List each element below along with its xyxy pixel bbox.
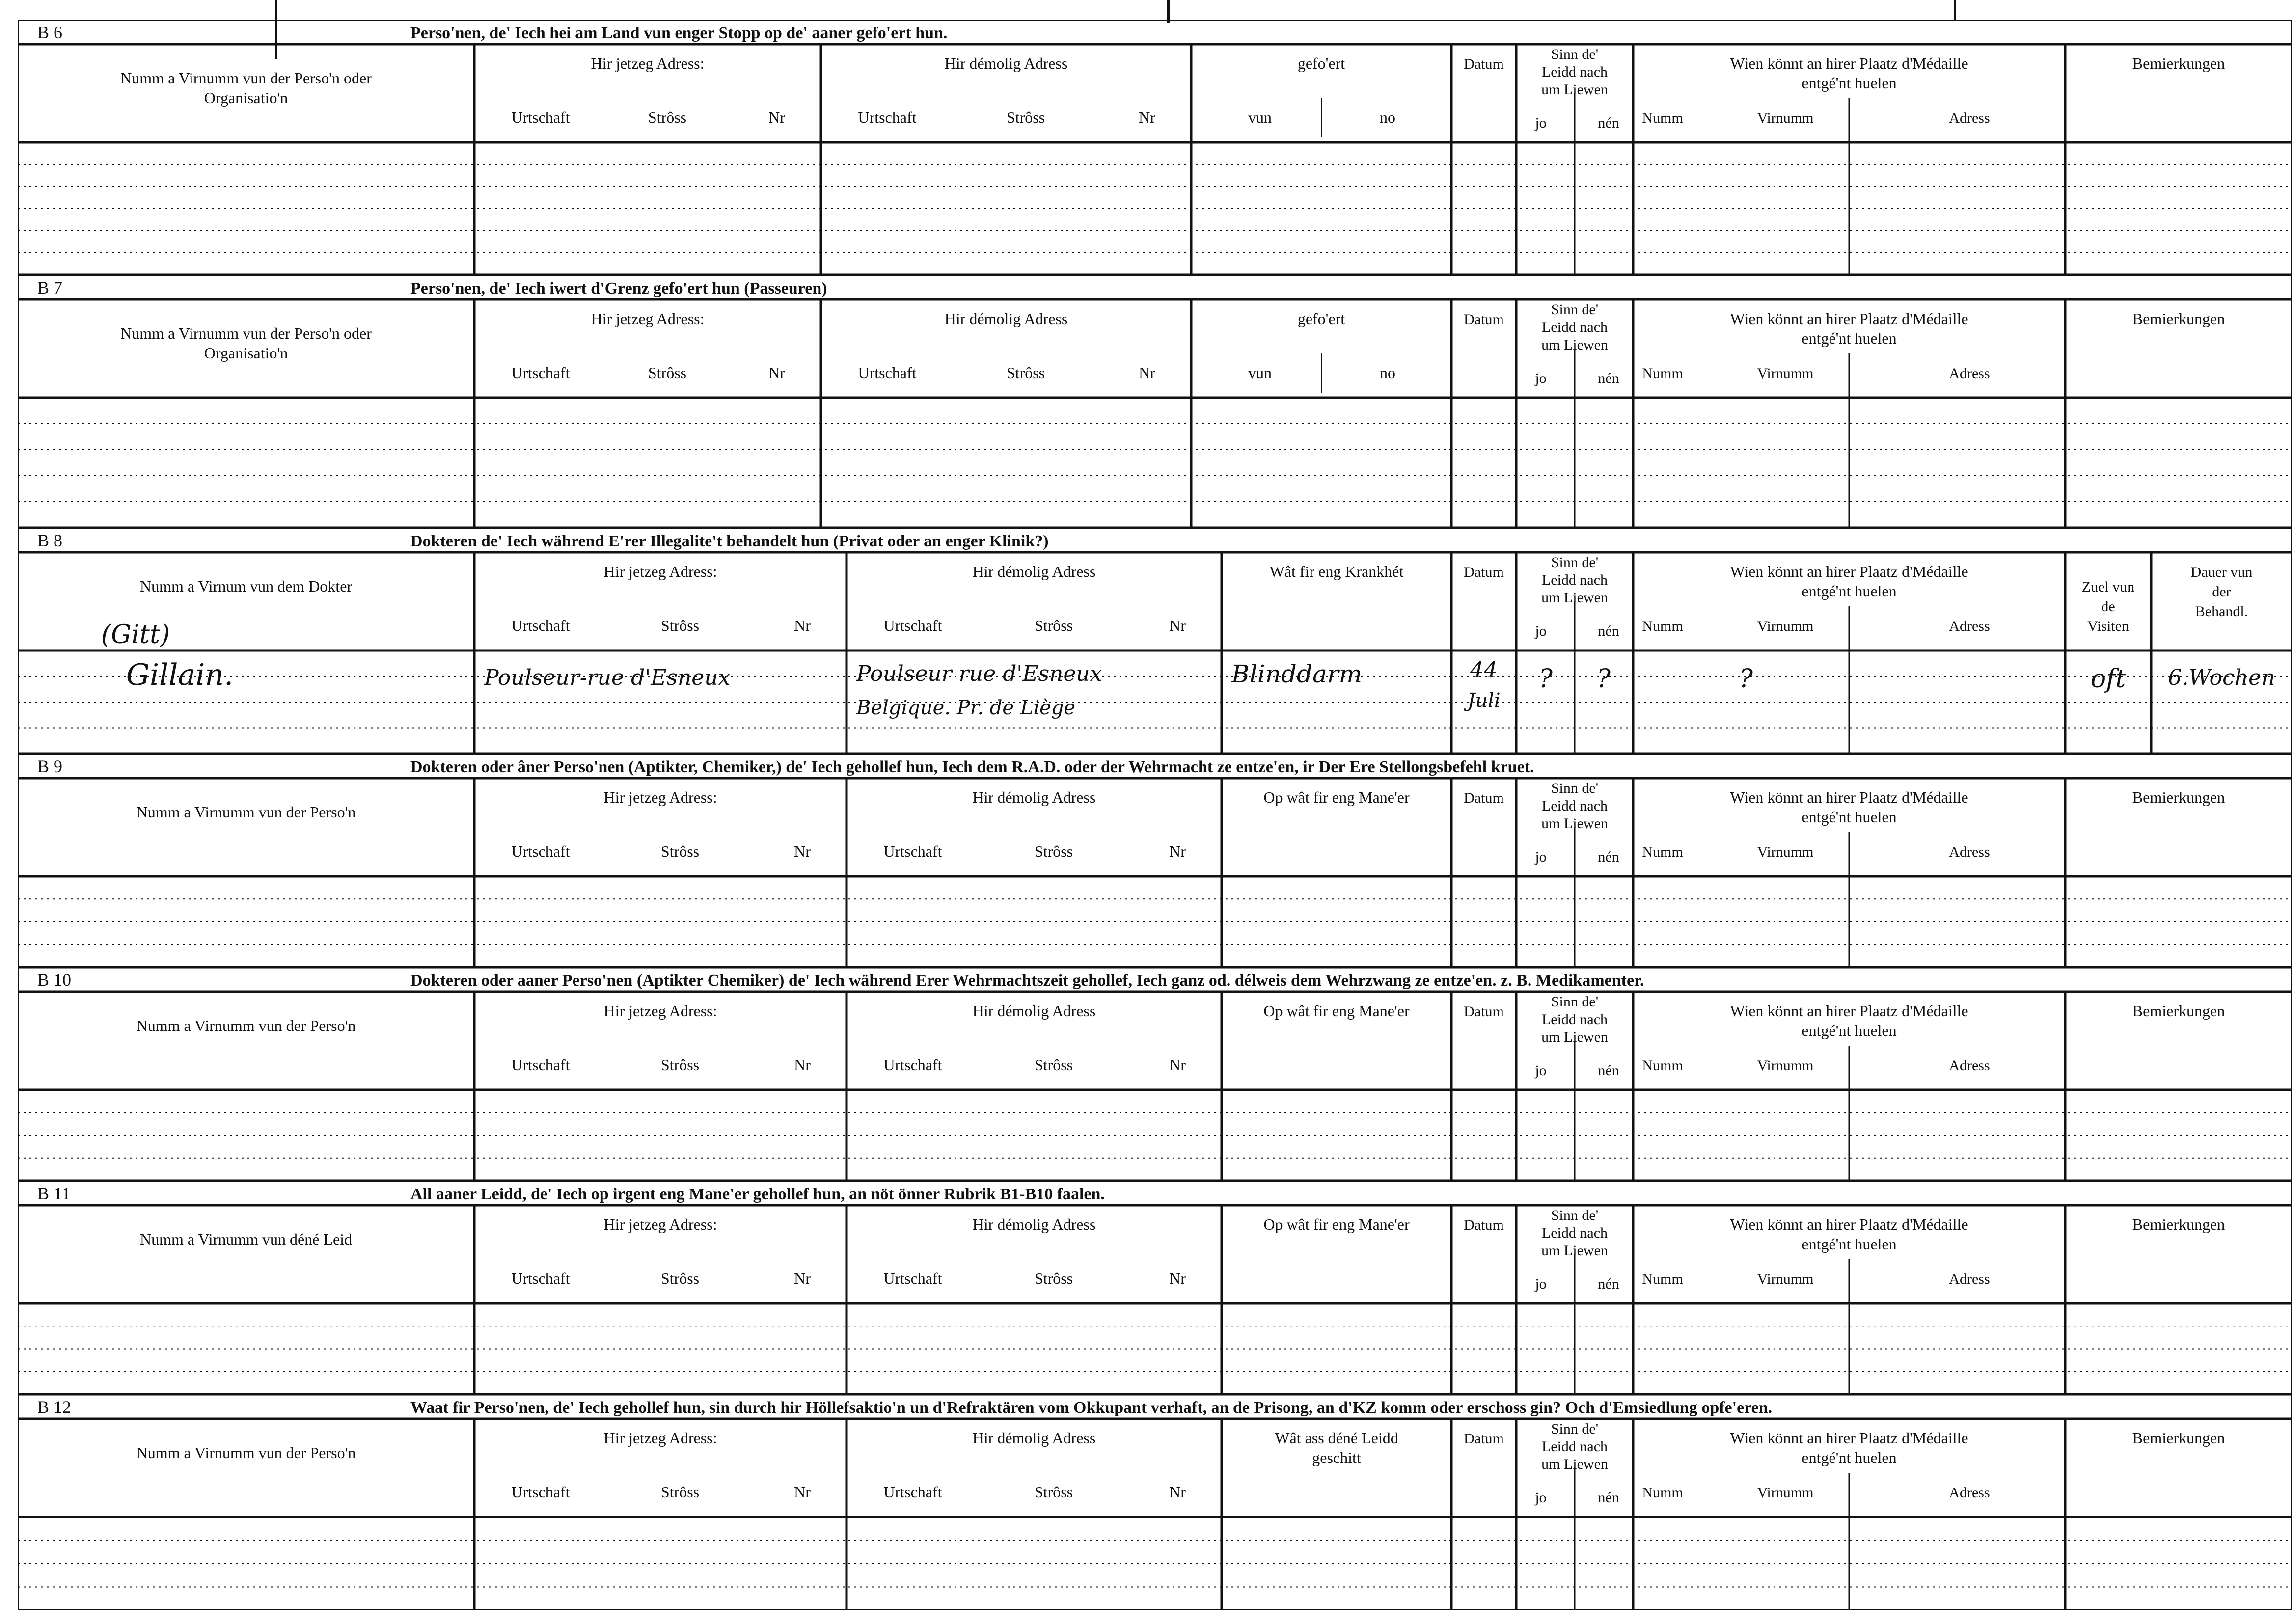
name-column-header: Organisatio'n bbox=[204, 89, 288, 107]
award-header: entgé'nt huelen bbox=[1802, 1449, 1897, 1466]
place-label: Urtschaft bbox=[858, 364, 917, 381]
yes-label: jo bbox=[1535, 849, 1547, 865]
duration-header: Behandl. bbox=[2195, 603, 2248, 620]
former-address-header: Hir démolig Adress bbox=[972, 1429, 1096, 1447]
current-address-header: Hir jetzeg Adress: bbox=[603, 1216, 717, 1233]
street-label: Strôss bbox=[1034, 1056, 1073, 1074]
date-header: Datum bbox=[1464, 564, 1504, 580]
number-label: Nr bbox=[1139, 108, 1155, 126]
street-label: Strôss bbox=[1034, 842, 1073, 860]
street-label: Strôss bbox=[1006, 364, 1045, 381]
current-address-header: Hir jetzeg Adress: bbox=[603, 788, 717, 806]
former-address-header: Hir démolig Adress bbox=[972, 1002, 1096, 1020]
yes-label: jo bbox=[1535, 623, 1547, 639]
handwritten-award-name[interactable]: ? bbox=[1739, 664, 1753, 694]
no-label: nén bbox=[1598, 623, 1619, 639]
alive-header: um Liewen bbox=[1541, 1029, 1608, 1045]
number-label: Nr bbox=[1169, 617, 1186, 634]
from-label: vun bbox=[1248, 364, 1272, 381]
former-address-header: Hir démolig Adress bbox=[972, 563, 1096, 580]
visits-header: de bbox=[2101, 598, 2115, 615]
street-label: Strôss bbox=[648, 364, 687, 381]
handwritten-alive-no[interactable]: ? bbox=[1597, 664, 1611, 694]
number-label: Nr bbox=[1169, 1483, 1186, 1501]
to-label: no bbox=[1380, 108, 1395, 126]
place-label: Urtschaft bbox=[858, 108, 917, 126]
alive-header: Leidd nach bbox=[1541, 1011, 1608, 1028]
former-address-header: Hir démolig Adress bbox=[972, 788, 1096, 806]
award-address-label: Adress bbox=[1949, 1271, 1990, 1287]
award-name-label: Numm bbox=[1642, 365, 1683, 381]
place-label: Urtschaft bbox=[883, 842, 942, 860]
handwritten-current-address[interactable]: Poulseur-rue d'Esneux bbox=[484, 665, 731, 690]
remarks-header: Bemierkungen bbox=[2132, 1002, 2225, 1020]
number-label: Nr bbox=[794, 1056, 811, 1074]
visits-header: Zuel vun bbox=[2081, 579, 2135, 595]
street-label: Strôss bbox=[660, 1270, 700, 1287]
award-header: Wien könnt an hirer Plaatz d'Médaille bbox=[1730, 310, 1968, 327]
no-label: nén bbox=[1598, 370, 1619, 386]
top-edge-mark bbox=[1167, 0, 1170, 23]
third-column-header: Op wât fir eng Mane'er bbox=[1263, 1002, 1410, 1020]
section-title: Perso'nen, de' Iech iwert d'Grenz gefo'ert hun (Passeuren) bbox=[410, 279, 827, 298]
transported-header: gefo'ert bbox=[1297, 54, 1345, 72]
section-id: B 9 bbox=[37, 757, 63, 776]
alive-header: Sinn de' bbox=[1551, 301, 1599, 318]
handwritten-duration[interactable]: 6.Wochen bbox=[2168, 665, 2275, 690]
number-label: Nr bbox=[1169, 1056, 1186, 1074]
place-label: Urtschaft bbox=[511, 842, 570, 860]
award-address-label: Adress bbox=[1949, 1057, 1990, 1074]
award-address-label: Adress bbox=[1949, 1485, 1990, 1501]
street-label: Strôss bbox=[1006, 108, 1045, 126]
alive-header: Sinn de' bbox=[1551, 554, 1599, 570]
award-header: Wien könnt an hirer Plaatz d'Médaille bbox=[1730, 1216, 1968, 1233]
award-header: Wien könnt an hirer Plaatz d'Médaille bbox=[1730, 788, 1968, 806]
street-label: Strôss bbox=[1034, 1270, 1073, 1287]
remarks-header: Bemierkungen bbox=[2132, 788, 2225, 806]
section-title: Dokteren oder âner Perso'nen (Aptikter, Chemiker,) de' Iech gehollef hun, Iech dem R.A.D. oder der Wehrmacht ze entze'en, ir Der Ere Stellongsbefehl kruet. bbox=[410, 758, 1534, 776]
to-label: no bbox=[1380, 364, 1395, 381]
handwritten-visits[interactable]: oft bbox=[2090, 664, 2126, 694]
number-label: Nr bbox=[794, 842, 811, 860]
current-address-header: Hir jetzeg Adress: bbox=[603, 1002, 717, 1020]
alive-header: Leidd nach bbox=[1541, 1225, 1608, 1241]
former-address-header: Hir démolig Adress bbox=[944, 310, 1068, 327]
no-label: nén bbox=[1598, 115, 1619, 131]
award-header: entgé'nt huelen bbox=[1802, 1022, 1897, 1039]
award-address-label: Adress bbox=[1949, 844, 1990, 860]
date-header: Datum bbox=[1464, 1217, 1504, 1233]
award-first-label: Virnumm bbox=[1757, 618, 1814, 634]
award-address-label: Adress bbox=[1949, 110, 1990, 126]
name-column-header: Numm a Virnumm vun der Perso'n bbox=[136, 803, 356, 821]
section-id: B 12 bbox=[37, 1397, 72, 1417]
remarks-header: Bemierkungen bbox=[2132, 1216, 2225, 1233]
handwritten-date-year[interactable]: 44 bbox=[1470, 658, 1498, 683]
street-label: Strôss bbox=[1034, 617, 1073, 634]
current-address-header: Hir jetzeg Adress: bbox=[591, 54, 705, 72]
place-label: Urtschaft bbox=[511, 1483, 570, 1501]
handwritten-alive-yes[interactable]: ? bbox=[1539, 664, 1553, 694]
place-label: Urtschaft bbox=[883, 617, 942, 634]
former-address-header: Hir démolig Adress bbox=[972, 1216, 1096, 1233]
award-first-label: Virnumm bbox=[1757, 1485, 1814, 1501]
section-title: Waat fir Perso'nen, de' Iech gehollef hun, sin durch hir Höllefsaktio'n un d'Refraktären vom Okkupant verhaft, an de Prisong, an d'KZ komm oder erschoss gin? Och d'Emsiedlung opfe'eren. bbox=[410, 1399, 1773, 1417]
top-edge-mark bbox=[275, 0, 277, 59]
handwritten-illness[interactable]: Blinddarm bbox=[1231, 660, 1363, 688]
award-header: entgé'nt huelen bbox=[1802, 1235, 1897, 1253]
name-column-header: Numm a Virnumm vun déné Leid bbox=[139, 1230, 353, 1248]
top-edge-mark bbox=[1954, 0, 1956, 20]
name-column-header: Numm a Virnumm vun der Perso'n oder bbox=[120, 69, 372, 87]
award-name-label: Numm bbox=[1642, 1485, 1683, 1501]
date-header: Datum bbox=[1464, 1431, 1504, 1447]
award-header: entgé'nt huelen bbox=[1802, 329, 1897, 347]
alive-header: um Liewen bbox=[1541, 815, 1608, 832]
number-label: Nr bbox=[768, 108, 785, 126]
duration-header: der bbox=[2212, 584, 2231, 600]
name-column-header: Numm a Virnumm vun der Perso'n bbox=[136, 1444, 356, 1462]
third-column-header: Op wât fir eng Mane'er bbox=[1263, 1216, 1410, 1233]
date-header: Datum bbox=[1464, 1003, 1504, 1020]
date-header: Datum bbox=[1464, 56, 1504, 72]
third-column-header: Op wât fir eng Mane'er bbox=[1263, 788, 1410, 806]
place-label: Urtschaft bbox=[511, 617, 570, 634]
award-first-label: Virnumm bbox=[1757, 844, 1814, 860]
name-column-header: Numm a Virnumm vun der Perso'n oder bbox=[120, 325, 372, 342]
yes-label: jo bbox=[1535, 1276, 1547, 1292]
place-label: Urtschaft bbox=[883, 1056, 942, 1074]
duration-header: Dauer vun bbox=[2190, 564, 2253, 580]
remarks-header: Bemierkungen bbox=[2132, 1429, 2225, 1447]
award-header: Wien könnt an hirer Plaatz d'Médaille bbox=[1730, 1429, 1968, 1447]
yes-label: jo bbox=[1535, 370, 1547, 386]
date-header: Datum bbox=[1464, 311, 1504, 327]
current-address-header: Hir jetzeg Adress: bbox=[603, 1429, 717, 1447]
date-header: Datum bbox=[1464, 790, 1504, 806]
alive-header: Leidd nach bbox=[1541, 319, 1608, 335]
section-id: B 11 bbox=[37, 1184, 71, 1203]
alive-header: Sinn de' bbox=[1551, 994, 1599, 1010]
name-column-header: Numm a Virnum vun dem Dokter bbox=[139, 577, 353, 595]
place-label: Urtschaft bbox=[883, 1270, 942, 1287]
from-label: vun bbox=[1248, 108, 1272, 126]
award-address-label: Adress bbox=[1949, 365, 1990, 381]
yes-label: jo bbox=[1535, 1062, 1547, 1079]
handwritten-doctor-name[interactable]: Gillain. bbox=[126, 658, 234, 692]
handwritten-date-month[interactable]: Juli bbox=[1467, 689, 1501, 712]
award-name-label: Numm bbox=[1642, 1057, 1683, 1074]
alive-header: Sinn de' bbox=[1551, 1207, 1599, 1223]
street-label: Strôss bbox=[660, 842, 700, 860]
award-header: entgé'nt huelen bbox=[1802, 582, 1897, 600]
place-label: Urtschaft bbox=[511, 364, 570, 381]
award-first-label: Virnumm bbox=[1757, 1271, 1814, 1287]
section-id: B 6 bbox=[37, 23, 63, 42]
alive-header: um Liewen bbox=[1541, 337, 1608, 353]
number-label: Nr bbox=[1139, 364, 1155, 381]
award-first-label: Virnumm bbox=[1757, 1057, 1814, 1074]
award-header: entgé'nt huelen bbox=[1802, 74, 1897, 92]
yes-label: jo bbox=[1535, 115, 1547, 131]
third-column-header: Wât fir eng Krankhét bbox=[1269, 563, 1404, 580]
section-id: B 8 bbox=[37, 531, 63, 550]
no-label: nén bbox=[1598, 849, 1619, 865]
street-label: Strôss bbox=[660, 617, 700, 634]
street-label: Strôss bbox=[1034, 1483, 1073, 1501]
award-name-label: Numm bbox=[1642, 1271, 1683, 1287]
award-first-label: Virnumm bbox=[1757, 365, 1814, 381]
third-column-header: Wât ass déné Leidd bbox=[1275, 1429, 1398, 1447]
street-label: Strôss bbox=[648, 108, 687, 126]
no-label: nén bbox=[1598, 1062, 1619, 1079]
alive-header: Leidd nach bbox=[1541, 1438, 1608, 1455]
place-label: Urtschaft bbox=[883, 1483, 942, 1501]
award-name-label: Numm bbox=[1642, 110, 1683, 126]
award-name-label: Numm bbox=[1642, 844, 1683, 860]
street-label: Strôss bbox=[660, 1483, 700, 1501]
section-title: Dokteren oder aaner Perso'nen (Aptikter Chemiker) de' Iech während Erer Wehrmachtszeit gehollef, Iech ganz od. délweis dem Wehrzwang ze entze'en. z. B. Medikamenter. bbox=[410, 972, 1644, 990]
no-label: nén bbox=[1598, 1489, 1619, 1506]
remarks-header: Bemierkungen bbox=[2132, 310, 2225, 327]
number-label: Nr bbox=[768, 364, 785, 381]
alive-header: um Liewen bbox=[1541, 1243, 1608, 1259]
award-name-label: Numm bbox=[1642, 618, 1683, 634]
street-label: Strôss bbox=[660, 1056, 700, 1074]
alive-header: Leidd nach bbox=[1541, 798, 1608, 814]
yes-label: jo bbox=[1535, 1489, 1547, 1506]
number-label: Nr bbox=[794, 617, 811, 634]
alive-header: um Liewen bbox=[1541, 81, 1608, 98]
alive-header: Leidd nach bbox=[1541, 572, 1608, 588]
section-title: All aaner Leidd, de' Iech op irgent eng Mane'er gehollef hun, an nöt önner Rubrik B1-B10 faalen. bbox=[410, 1185, 1105, 1203]
former-address-header: Hir démolig Adress bbox=[944, 54, 1068, 72]
visits-header: Visiten bbox=[2087, 618, 2129, 634]
section-id: B 10 bbox=[37, 970, 72, 990]
name-column-header: Numm a Virnumm vun der Perso'n bbox=[136, 1017, 356, 1034]
number-label: Nr bbox=[794, 1483, 811, 1501]
alive-header: Leidd nach bbox=[1541, 64, 1608, 80]
third-column-header: geschitt bbox=[1312, 1449, 1361, 1466]
transported-header: gefo'ert bbox=[1297, 310, 1345, 327]
handwritten-name-note[interactable]: (Gitt) bbox=[101, 620, 170, 650]
remarks-header: Bemierkungen bbox=[2132, 54, 2225, 72]
section-id: B 7 bbox=[37, 278, 63, 298]
award-first-label: Virnumm bbox=[1757, 110, 1814, 126]
place-label: Urtschaft bbox=[511, 108, 570, 126]
current-address-header: Hir jetzeg Adress: bbox=[591, 310, 705, 327]
award-address-label: Adress bbox=[1949, 618, 1990, 634]
no-label: nén bbox=[1598, 1276, 1619, 1292]
alive-header: um Liewen bbox=[1541, 590, 1608, 606]
number-label: Nr bbox=[794, 1270, 811, 1287]
place-label: Urtschaft bbox=[511, 1056, 570, 1074]
handwritten-former-address-line2[interactable]: Belgique. Pr. de Liège bbox=[856, 697, 1076, 719]
alive-header: um Liewen bbox=[1541, 1456, 1608, 1472]
place-label: Urtschaft bbox=[511, 1270, 570, 1287]
handwritten-former-address[interactable]: Poulseur rue d'Esneux bbox=[856, 661, 1102, 686]
name-column-header: Organisatio'n bbox=[204, 344, 288, 362]
award-header: Wien könnt an hirer Plaatz d'Médaille bbox=[1730, 54, 1968, 72]
award-header: entgé'nt huelen bbox=[1802, 808, 1897, 826]
award-header: Wien könnt an hirer Plaatz d'Médaille bbox=[1730, 563, 1968, 580]
alive-header: Sinn de' bbox=[1551, 780, 1599, 796]
number-label: Nr bbox=[1169, 842, 1186, 860]
section-title: Dokteren de' Iech während E'rer Illegalite't behandelt hun (Privat oder an enger Klinik?) bbox=[410, 532, 1049, 550]
alive-header: Sinn de' bbox=[1551, 46, 1599, 62]
award-header: Wien könnt an hirer Plaatz d'Médaille bbox=[1730, 1002, 1968, 1020]
number-label: Nr bbox=[1169, 1270, 1186, 1287]
alive-header: Sinn de' bbox=[1551, 1421, 1599, 1437]
section-title: Perso'nen, de' Iech hei am Land vun enger Stopp op de' aaner gefo'ert hun. bbox=[410, 24, 948, 42]
current-address-header: Hir jetzeg Adress: bbox=[603, 563, 717, 580]
questionnaire-form bbox=[18, 20, 2292, 1610]
